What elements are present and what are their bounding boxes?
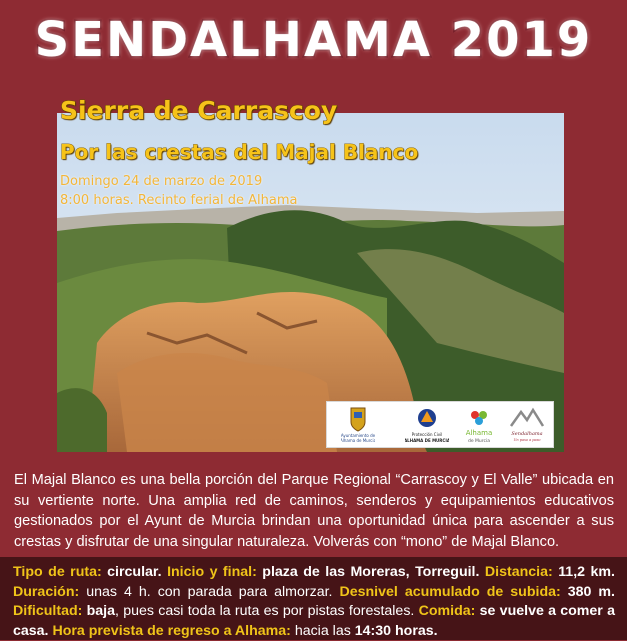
inicio-label: Inicio y final:	[167, 564, 257, 580]
svg-text:de Murcia: de Murcia	[467, 439, 491, 444]
svg-text:Ayuntamiento de: Ayuntamiento de	[341, 433, 375, 438]
sponsor-logos	[326, 401, 554, 448]
alhama-logo-icon	[459, 404, 499, 445]
civil-protection-icon	[405, 404, 449, 445]
regreso-value: 14:30 horas.	[354, 622, 438, 639]
duracion-label: Duración:	[13, 583, 80, 600]
sendalhama-logo-icon	[505, 404, 549, 445]
route-details-band	[0, 557, 627, 640]
inicio-value: plaza de las Moreras, Torreguil.	[262, 564, 480, 580]
meeting-time-place: 8:00 horas. Recinto ferial de Alhama	[60, 193, 298, 208]
route-subtitle: Por las crestas del Majal Blanco	[60, 140, 419, 164]
svg-text:Alhama: Alhama	[465, 429, 493, 437]
dificultad-value: baja	[86, 603, 116, 619]
route-description: El Majal Blanco es una bella porción del Parque Regional “Carrascoy y El Valle” ubicada en su vertiente norte. Una amplia red de caminos, senderos y equipamientos educativos gestionados por el Ayunt de Murcia brindan una oportunidad única para ascender a sus crestas y disfrutar de una singular naturaleza. Volverás con “mono” de Majal Blanco.	[14, 472, 614, 550]
desnivel-value: 380 m.	[567, 583, 615, 600]
svg-text:Alhama de Murcia: Alhama de Murcia	[341, 438, 375, 443]
comida-label: Comida:	[418, 603, 476, 619]
distancia-label: Distancia:	[484, 564, 553, 580]
dificultad-note: , pues casi toda la ruta es por pistas forestales.	[115, 603, 415, 619]
event-date: Domingo 24 de marzo de 2019	[60, 174, 263, 189]
distancia-value: 11,2 km.	[558, 564, 615, 580]
svg-text:ALHAMA DE MURCIA: ALHAMA DE MURCIA	[405, 438, 449, 443]
duracion-value: unas 4 h.	[86, 583, 151, 600]
route-details-text	[13, 563, 615, 641]
route-name: Sierra de Carrascoy	[60, 96, 338, 125]
poster-title: SENDALHAMA 2019	[34, 12, 593, 68]
svg-text:Sendalhama: Sendalhama	[511, 431, 543, 437]
duracion-note: con parada para almorzar.	[157, 583, 333, 600]
dificultad-label: Dificultad:	[13, 603, 83, 619]
regreso-note: hacia las	[294, 622, 351, 639]
comida-value: se vuelve a comer a casa.	[13, 603, 615, 639]
svg-text:Protección Civil: Protección Civil	[411, 432, 443, 437]
tipo-label: Tipo de ruta:	[13, 564, 102, 580]
desnivel-label: Desnivel acumulado de subida:	[339, 583, 561, 600]
regreso-label: Hora prevista de regreso a Alhama:	[52, 622, 291, 639]
coat-of-arms-icon	[341, 404, 375, 445]
svg-text:Un paso a paso: Un paso a paso	[513, 438, 541, 442]
tipo-value: circular.	[107, 564, 162, 580]
